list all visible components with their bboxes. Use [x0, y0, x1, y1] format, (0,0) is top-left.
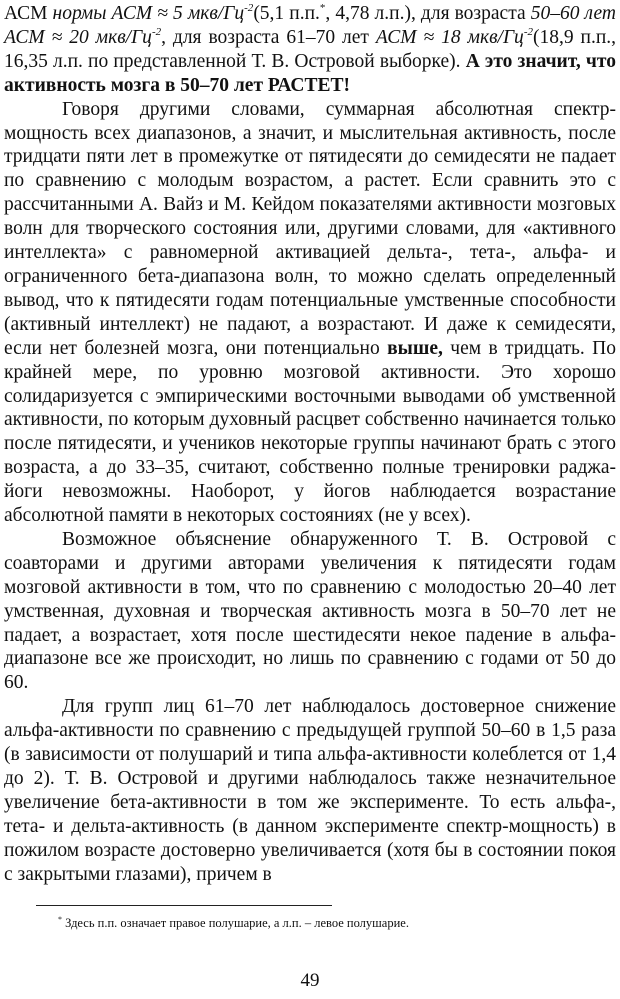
text-run: , для возраста 61–70 лет	[161, 26, 376, 48]
text-run: АСМ ≈ 18 мкв/Гц	[375, 26, 524, 48]
text-run: чем в тридцать. По крайней мере, по уровню мозговой активности. Это хорошо солидаризуется с эмпирическими восточными выводами об умственной активности, по которым духовный расцвет собственно начинается только после пятидесяти, и учеников некоторые группы начинают брать с этого возраста, а до 33–35, считают, собственно полные тренировки раджа-йоги невозможны. Наоборот, у йогов наблюдается возрастание абсолютной памяти в некоторых состояниях (не у всех).	[4, 337, 616, 527]
page-number: 49	[300, 970, 320, 991]
text-run: (18,9 п.п., 16,35 л.п. по представленной Т. В. Островой выборке).	[4, 26, 617, 72]
superscript: -2	[244, 2, 254, 14]
superscript: -2	[523, 25, 533, 38]
footnote	[58, 916, 409, 931]
paragraph-4: Для групп лиц 61–70 лет наблюдалось достоверное снижение альфа-активности по сравнению с предыдущей группой 50–60 в 1,5 раза (в зависимости от полушарий и типа альфа-активности колеблется от 1,4 до 2). Т. В. Островой и другими наблюдалось также незначительное увеличение бета-активности в том же эксперименте. То есть альфа-, тета- и дельта-активность (в данном эксперименте спектр-мощность) в пожилом возрасте достоверно увеличивается (хотя бы в состоянии покоя с закрытыми глазами), причем в	[4, 696, 616, 885]
paragraph-1	[4, 2, 616, 98]
superscript: -2	[151, 25, 162, 38]
text-run: нормы АСМ ≈ 5 мкв/Гц	[52, 3, 245, 24]
text-run: АСМ	[4, 3, 53, 24]
bold-statement: А это значит, что активность мозга в 50–70 лет РАСТЕТ!	[4, 50, 616, 96]
text-run: 50–60 лет АСМ ≈ 20 мкв/Гц	[4, 3, 616, 48]
bold-word: выше,	[387, 337, 443, 359]
paragraph-3: Возможное объяснение обнаруженного Т. В. Островой с соавторами и другими авторами увеличения к пятидесяти годам мозговой активности в том, что по сравнению с молодостью 20–40 лет умственная, духовная и творческая активность мозга в 50–70 лет не падает, а возрастает, хотя после шестидесяти некое падение в альфа-диапазоне все же происходит, но лишь по сравнению с годами от 50 до 60.	[4, 528, 616, 694]
footnote-marker: *	[319, 2, 326, 14]
paragraph-2	[4, 98, 616, 528]
footnote-mark: *	[58, 915, 62, 924]
text-run: Говоря другими словами, суммарная абсолютная спектр-мощность всех диапазонов, а значит, и мыслительная активность, после тридцати пяти лет в промежутке от пятидесяти до семидесяти не падает по сравнению с молодым возрастом, а растет. Если сравнить это с рассчитанными А. Вайз и М. Кейдом показателями активности мозговых волн для творческого состояния или, другими словами, для «активного интеллекта» с равномерной активацией дельта-, тета-, альфа- и ограниченного бета-диапазона волн, то можно сделать определенный вывод, что к пятидесяти годам потенциальные умственные способности (активный интеллект) не падают, а возрастают. И даже к семидесяти, если нет болезней мозга, они потенциально	[4, 98, 616, 359]
page-body	[4, 2, 616, 887]
text-run: , 4,78 л.п.), для возраста	[325, 3, 531, 24]
text-run: (5,1 п.п.	[253, 3, 320, 24]
footnote-text: Здесь п.п. означает правое полушарие, а л.п. – левое полушарие.	[62, 916, 409, 930]
footnote-separator	[36, 905, 332, 906]
